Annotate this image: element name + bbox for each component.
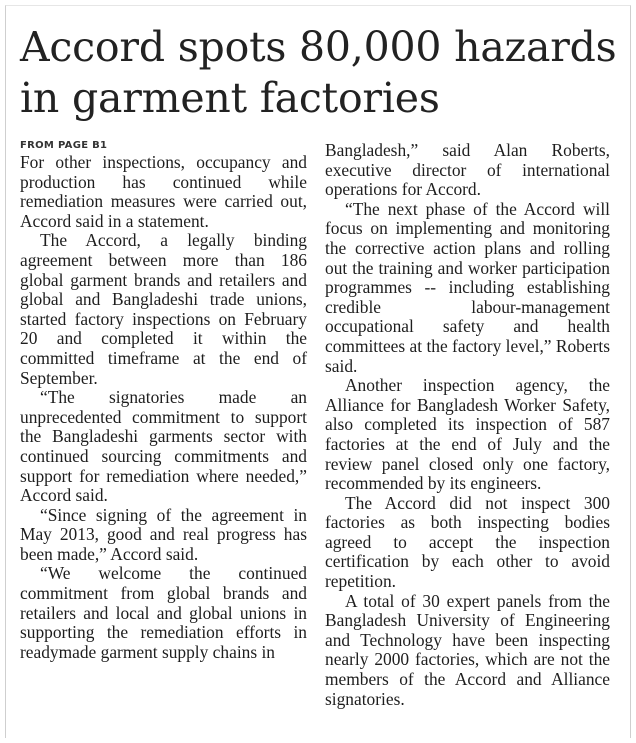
article-headline [20, 22, 620, 124]
headline-line-2: in garment factories [20, 74, 440, 122]
paragraph: “The signatories made an unprecedented commitment to support the Bangladeshi garments sector with continued sourcing commitments and support for remediation where needed,” Accord said. [20, 387, 307, 506]
paragraph: Bangladesh,” said Alan Roberts, executive director of international operations for Accord. [325, 140, 610, 200]
paragraph: The Accord did not inspect 300 factories as both inspecting bodies agreed to accept the inspection certification by each other to avoid repetition. [325, 492, 610, 592]
paragraph: Another inspection agency, the Alliance for Bangladesh Worker Safety, also completed its inspection of 587 factories at the end of July and the review panel closed only one factory, recommended by its engineers. [325, 375, 610, 494]
article-column-left [20, 140, 307, 662]
paragraph: “Since signing of the agreement in May 2013, good and real progress has been made,” Accord said. [20, 504, 307, 564]
paragraph: For other inspections, occupancy and production has continued while remediation measures were carried out, Accord said in a statement. [20, 152, 307, 231]
article-column-right [325, 141, 610, 709]
paragraph: The Accord, a legally binding agreement between more than 186 global garment brands and retailers and global and Bangladeshi trade unions, started factory inspections on February 20 and completed it within the committed timeframe at the end of September. [20, 230, 307, 388]
continuation-kicker: FROM PAGE B1 [20, 140, 108, 151]
paragraph: “The next phase of the Accord will focus on implementing and monitoring the corrective action plans and rolling out the training and worker participation programmes -- including establishing credible labour-management occupational safety and health committees at the factory level,” Roberts said. [325, 198, 610, 376]
headline-line-1: Accord spots 80,000 hazards [20, 23, 617, 71]
paragraph: “We welcome the continued commitment from global brands and retailers and local and global unions in supporting the remediation efforts in readymade garment supply chains in [20, 563, 307, 662]
paragraph: A total of 30 expert panels from the Bangladesh University of Engineering and Technology have been inspecting nearly 2000 factories, which are not the members of the Accord and Alliance signatories. [325, 590, 610, 709]
